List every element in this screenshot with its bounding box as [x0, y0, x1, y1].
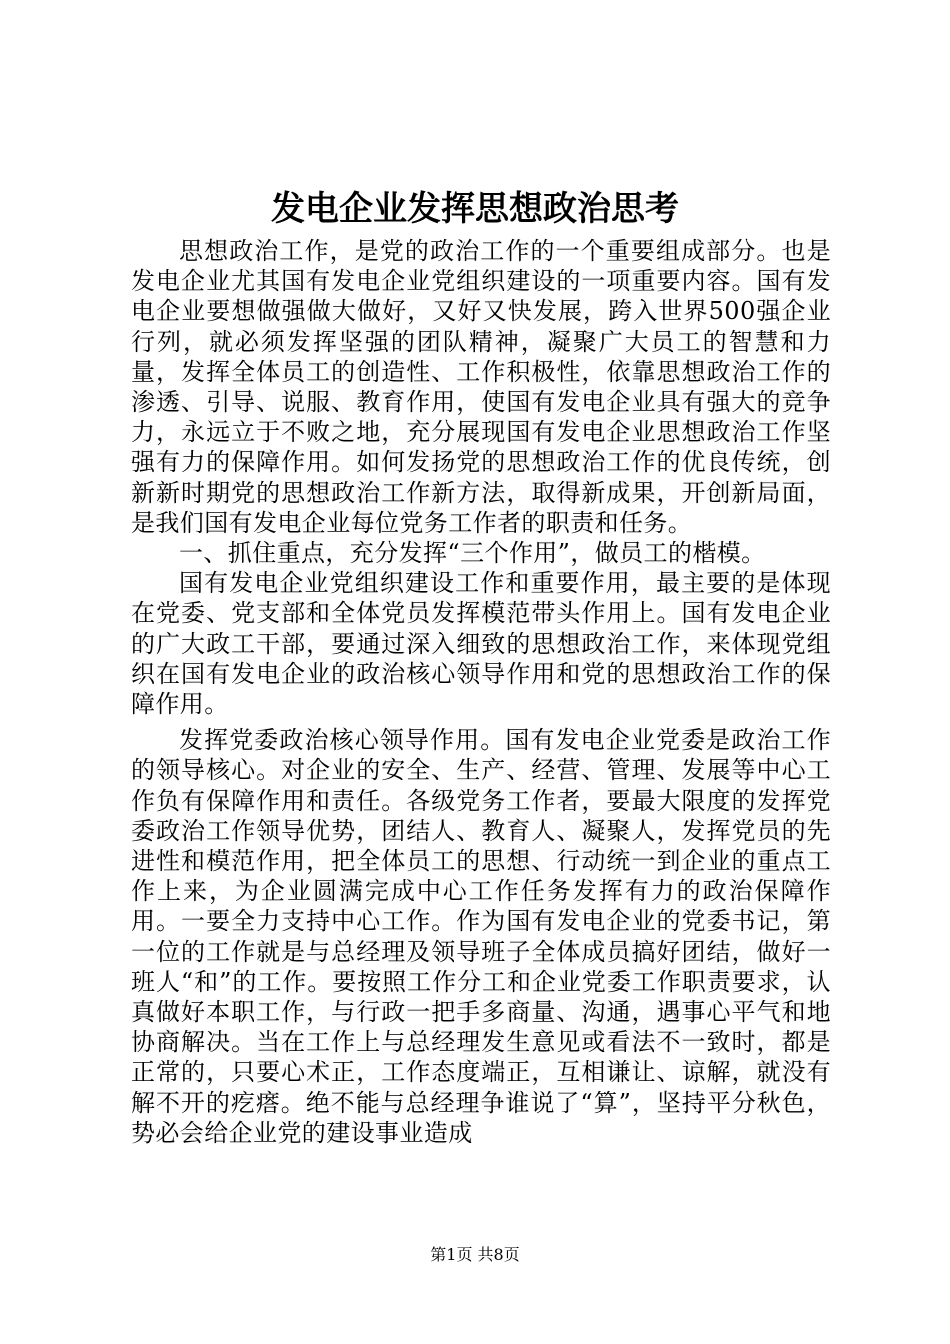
page-number-footer: 第1页 共8页 — [430, 1245, 520, 1264]
document-body — [131, 236, 831, 1148]
paragraph-section-1: 国有发电企业党组织建设工作和重要作用，最主要的是体现在党委、党支部和全体党员发挥模范带头作用上。国有发电企业的广大政工干部，要通过深入细致的思想政治工作，来体现党组织在国有发电企业的政治核心领导作用和党的思想政治工作的保障作用。 — [131, 569, 831, 719]
paragraph-intro: 思想政治工作，是党的政治工作的一个重要组成部分。也是发电企业尤其国有发电企业党组织建设的一项重要内容。国有发电企业要想做强做大做好，又好又快发展，跨入世界500强企业行列，就必须发挥坚强的团队精神，凝聚广大员工的智慧和力量，发挥全体员工的创造性、工作积极性，依靠思想政治工作的渗透、引导、说服、教育作用，使国有发电企业具有强大的竞争力，永远立于不败之地，充分展现国有发电企业思想政治工作坚强有力的保障作用。如何发扬党的思想政治工作的优良传统，创新新时期党的思想政治工作新方法，取得新成果，开创新局面，是我们国有发电企业每位党务工作者的职责和任务。 — [131, 237, 831, 537]
section-heading-1: 一、抓住重点，充分发挥“三个作用”，做员工的楷模。 — [179, 539, 766, 568]
document-title: 发电企业发挥思想政治思考 — [271, 189, 679, 229]
paragraph-party-committee: 发挥党委政治核心领导作用。国有发电企业党委是政治工作的领导核心。对企业的安全、生产、经营、管理、发展等中心工作负有保障作用和责任。各级党务工作者，要最大限度的发挥党委政治工作领导优势，团结人、教育人、凝聚人，发挥党员的先进性和模范作用，把全体员工的思想、行动统一到企业的重点工作上来，为企业圆满完成中心工作任务发挥有力的政治保障作用。一要全力支持中心工作。作为国有发电企业的党委书记，第一位的工作就是与总经理及领导班子全体成员搞好团结，做好一班人“和”的工作。要按照工作分工和企业党委工作职责要求，认真做好本职工作，与行政一把手多商量、沟通，遇事心平气和地协商解决。当在工作上与总经理发生意见或看法不一致时，都是正常的，只要心术正，工作态度端正，互相谦让、谅解，就没有解不开的疙瘩。绝不能与总经理争谁说了“算”，坚持平分秋色，势必会给企业党的建设事业造成 — [131, 726, 831, 1147]
